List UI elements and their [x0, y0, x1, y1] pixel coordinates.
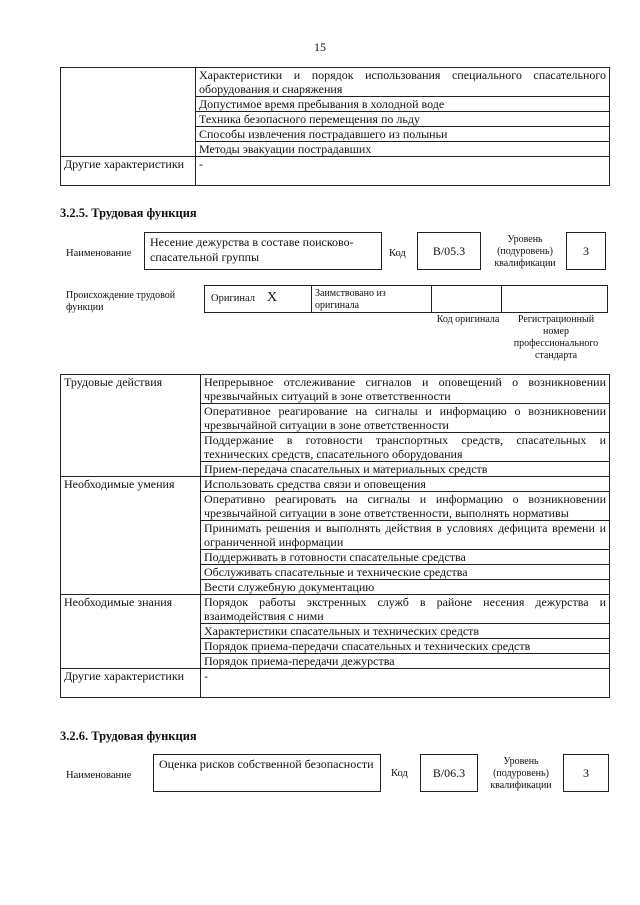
other-characteristics-label: Другие характеристики	[61, 157, 196, 186]
table-cell: Вести служебную документацию	[201, 580, 610, 595]
reg-number-label: Регистрационный номер профессионального стандарта	[513, 314, 599, 361]
function-name-box: Оценка рисков собственной безопасности	[153, 754, 381, 792]
section-heading: 3.2.5. Трудовая функция	[60, 206, 197, 220]
divider	[501, 285, 502, 313]
top-continuation-table	[60, 67, 610, 186]
table-cell: Характеристики и порядок использования специального спасательного оборудования и снаряжения	[196, 68, 610, 97]
name-label: Наименование	[66, 770, 132, 781]
table-cell: Поддерживать в готовности спасательные средства	[201, 550, 610, 565]
table-cell: Способы извлечения пострадавшего из полыньи	[196, 127, 610, 142]
group-label: Трудовые действия	[61, 375, 201, 477]
origin-table	[204, 285, 608, 313]
table-cell: Поддержание в готовности транспортных средств, спасательных и технических средств, спасательного оборудования	[201, 433, 610, 462]
function-details-table	[60, 374, 610, 698]
origin-label: Происхождение трудовой функции	[66, 290, 176, 313]
table-cell: Принимать решения и выполнять действия в условиях дефицита времени и ограниченной информации	[201, 521, 610, 550]
level-box: 3	[566, 232, 606, 270]
table-cell: Использовать средства связи и оповещения	[201, 477, 610, 492]
table-cell: Прием-передача спасательных и материальных средств	[201, 462, 610, 477]
other-characteristics-value: -	[201, 669, 610, 698]
table-cell: Оперативно реагировать на сигналы и информацию о возникновении чрезвычайной ситуации в зоне ответственности, выполнять нормативы	[201, 492, 610, 521]
group-label: Необходимые умения	[61, 477, 201, 595]
divider	[431, 285, 432, 313]
table-cell: Допустимое время пребывания в холодной воде	[196, 97, 610, 112]
table-cell: Техника безопасного перемещения по льду	[196, 112, 610, 127]
table-cell: Оперативное реагирование на сигналы и информацию о возникновении чрезвычайной ситуации в зоне ответственности	[201, 404, 610, 433]
other-characteristics-value: -	[196, 157, 610, 186]
borrowed-label: Заимствовано из оригинала	[315, 288, 386, 311]
section-heading: 3.2.6. Трудовая функция	[60, 729, 197, 743]
code-original-label: Код оригинала	[436, 314, 500, 325]
original-label: Оригинал	[211, 293, 255, 304]
table-cell: Порядок приема-передачи дежурства	[201, 654, 610, 669]
code-label: Код	[389, 248, 406, 259]
table-cell: Методы эвакуации пострадавших	[196, 142, 610, 157]
table-cell: Обслуживать спасательные и технические средства	[201, 565, 610, 580]
table-cell: Порядок приема-передачи спасательных и технических средств	[201, 639, 610, 654]
level-label: Уровень (подуровень) квалификации	[490, 756, 552, 791]
level-box: 3	[563, 754, 609, 792]
code-box: B/05.3	[417, 232, 481, 270]
divider	[311, 285, 312, 313]
name-label: Наименование	[66, 248, 132, 259]
other-characteristics-label: Другие характеристики	[61, 669, 201, 698]
original-mark: X	[267, 290, 278, 305]
table-cell: Характеристики спасательных и технических средств	[201, 624, 610, 639]
code-label: Код	[391, 768, 408, 779]
group-label: Необходимые знания	[61, 595, 201, 669]
empty-label-cell	[61, 68, 196, 157]
table-cell: Непрерывное отслеживание сигналов и оповещений о возникновении чрезвычайных ситуаций в зоне ответственности	[201, 375, 610, 404]
page-number: 15	[314, 40, 326, 54]
table-cell: Порядок работы экстренных служб в районе несения дежурства и взаимодействия с ними	[201, 595, 610, 624]
function-name-box: Несение дежурства в составе поисково-спасательной группы	[144, 232, 382, 270]
code-box: B/06.3	[420, 754, 478, 792]
level-label: Уровень (подуровень) квалификации	[494, 234, 556, 269]
